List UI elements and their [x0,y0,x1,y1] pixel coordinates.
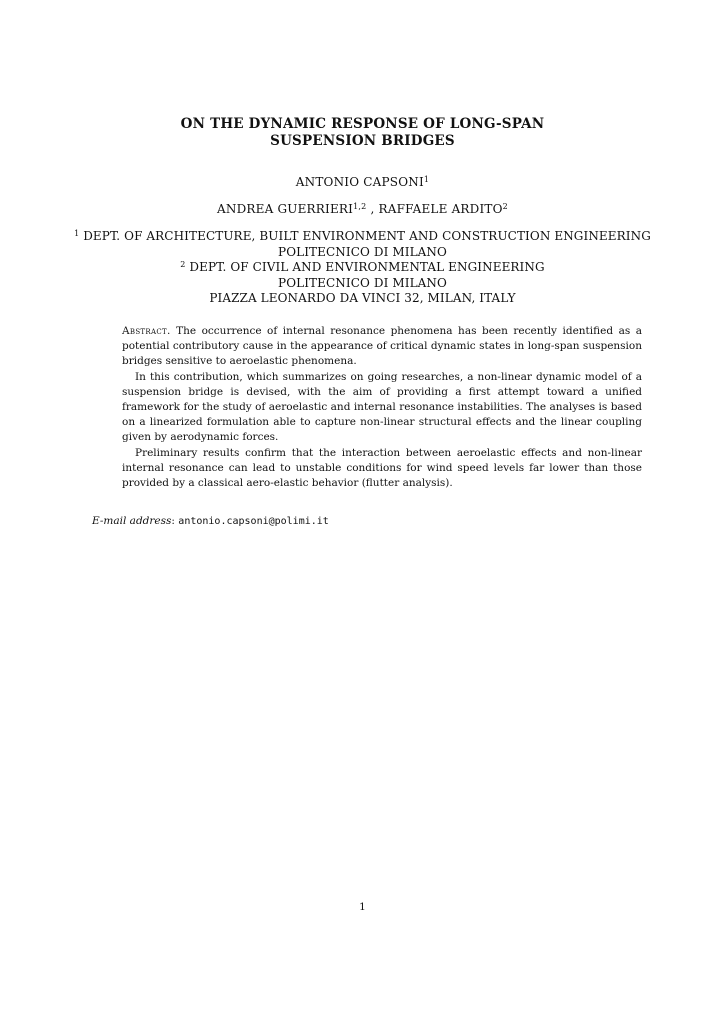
email-label: E-mail address [92,515,172,527]
author-line-2 [0,201,725,217]
abstract-text-1: The occurrence of internal resonance phenomena has been recently identified as a potential contributory cause in the appearance of critical dynamic states in long-span suspension bridges sensitive to aeroelastic phenomena. [122,325,642,368]
author-name-capsoni: ANTONIO CAPSONI [295,175,424,189]
affiliation-2-line-2: POLITECNICO DI MILANO [278,275,447,290]
abstract-paragraph-3: Preliminary results confirm that the interaction between aeroelastic effects and non-linear internal resonance can lead to unstable conditions for wind speed levels far lower than those provided by a classical aero-elastic behavior (flutter analysis). [122,446,642,490]
author-separator: , [366,202,379,216]
abstract-block [122,324,642,491]
abstract-paragraph-2: In this contribution, which summarizes on going researches, a non-linear dynamic model of a suspension bridge is devised, with the aim of providing a first attempt toward a unified framework for the study of aeroelastic and internal resonance instabilities. The analyses is based on a linearized formulation able to capture non-linear structural effects and the linear coupling given by aerodynamic forces. [122,370,642,444]
affiliation-mark: 1 [74,229,80,238]
abstract-label: Abstract. [122,325,171,337]
affiliation-mark: 2 [180,260,186,269]
affiliation-1-line-2: POLITECNICO DI MILANO [278,244,447,259]
author-affiliation-mark: 1 [423,175,430,184]
email-address[interactable]: antonio.capsoni@polimi.it [178,516,329,527]
affiliation-2-line-1 [0,260,725,276]
email-colon: : [171,515,175,527]
affiliation-2-department: DEPT. OF CIVIL AND ENVIRONMENTAL ENGINEERING [189,260,545,274]
author-name-ardito: RAFFAELE ARDITO [378,202,503,216]
author-line-1 [0,174,725,190]
paper-title [0,116,725,150]
author-affiliation-mark: 2 [502,202,508,211]
abstract-paragraph-1 [122,324,642,370]
affiliations-block [0,229,725,307]
title-line-2: SUSPENSION BRIDGES [270,133,455,149]
author-name-guerrieri: ANDREA GUERRIERI [217,202,354,216]
affiliation-1-line-1 [0,229,725,245]
page-number: 1 [359,901,366,913]
affiliation-1-department: DEPT. OF ARCHITECTURE, BUILT ENVIRONMENT AND CONSTRUCTION ENGINEERING [83,229,651,243]
author-affiliation-mark: 1,2 [353,202,367,211]
email-line [92,514,329,529]
title-line-1: ON THE DYNAMIC RESPONSE OF LONG-SPAN [180,116,545,132]
affiliation-2-address: PIAZZA LEONARDO DA VINCI 32, MILAN, ITALY [209,291,516,305]
